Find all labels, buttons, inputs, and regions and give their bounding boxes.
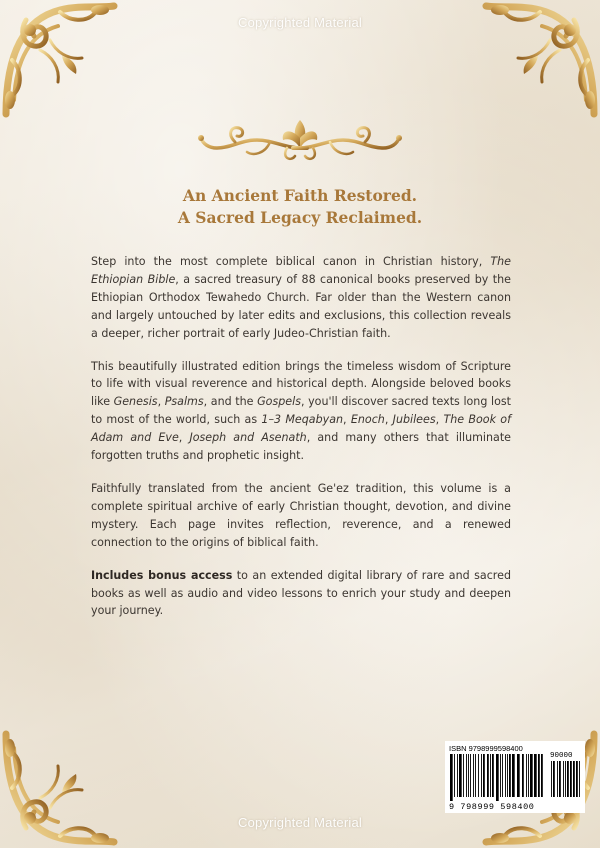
barcode-bar: [559, 761, 561, 797]
barcode-bar: [466, 754, 467, 797]
paragraph-edition-run: ,: [343, 413, 351, 427]
barcode-bar: [492, 754, 494, 797]
barcode-bar: [563, 761, 564, 797]
paragraph-edition-run: The Book of Adam and Eve: [91, 413, 511, 445]
barcode-bar: [538, 754, 540, 797]
center-flourish: [195, 118, 405, 164]
paragraph-bonus: [91, 567, 511, 621]
corner-ornament-top-right: [480, 0, 600, 120]
barcode-bar: [468, 754, 469, 797]
ean13-bars: [450, 754, 545, 801]
heading-line-1: An Ancient Faith Restored.: [182, 186, 418, 205]
barcode-bar: [473, 754, 474, 797]
ean5-bars: [551, 761, 581, 801]
ornament-scroll-icon: [0, 0, 120, 120]
barcode-bar: [541, 754, 543, 797]
barcode-bar: [483, 754, 485, 797]
paragraph-edition-run: ,: [435, 413, 444, 427]
barcode-bar: [573, 761, 575, 797]
paragraph-edition-run: Genesis: [113, 395, 158, 409]
barcode-bar: [579, 761, 580, 797]
paragraph-edition-run: , and the: [203, 395, 258, 409]
paragraph-edition-run: Gospels: [257, 395, 301, 409]
barcode-bar: [517, 754, 520, 797]
watermark-top: Copyrighted Material: [238, 15, 362, 30]
paragraph-edition-run: ,: [157, 395, 165, 409]
barcode-bar: [475, 754, 476, 797]
barcode-bar: [454, 754, 455, 797]
barcode-bar: [534, 754, 537, 797]
cover-heading: [0, 185, 600, 229]
heading-line-2: A Sacred Legacy Reclaimed.: [177, 208, 423, 227]
paragraph-intro: [91, 253, 511, 343]
barcode-bar: [551, 761, 552, 797]
barcode-bar: [507, 754, 508, 797]
ornament-scroll-icon: [480, 0, 600, 120]
corner-ornament-top-left: [0, 0, 120, 120]
price-code: 90000: [550, 752, 573, 760]
paragraph-intro-run: The Ethiopian Bible: [91, 255, 511, 286]
paragraph-intro-run: Step into the most complete biblical canon in Christian history,: [91, 255, 491, 268]
paragraph-translation: [91, 480, 511, 552]
watermark-bottom: Copyrighted Material: [238, 815, 362, 830]
paragraph-bonus-run: Includes bonus access: [91, 568, 233, 582]
barcode-bar: [505, 754, 506, 797]
barcode-bar: [490, 754, 491, 797]
isbn-digits: 9 798999 598400: [449, 802, 535, 812]
barcode-bar: [487, 754, 489, 797]
barcode-bar: [470, 754, 471, 797]
isbn-label: ISBN 9798999598400: [449, 744, 523, 753]
barcode-bar: [500, 754, 501, 797]
paragraph-edition-run: Joseph and Asenath: [189, 431, 307, 445]
barcode-bar: [459, 754, 462, 797]
paragraph-intro-run: , a sacred treasury of 88 canonical books preserved by the Ethiopian Orthodox Tewahedo Church. Far older than the Western canon and largely untouched by later edits and exclusions, this collection reveals a deeper, richer portrait of early Judeo-Christian faith.: [91, 272, 511, 340]
paragraph-edition-run: Enoch: [350, 413, 385, 427]
description-body: [91, 253, 511, 635]
paragraph-edition-run: Jubilees: [392, 413, 436, 427]
barcode-bar: [570, 761, 572, 797]
barcode-bar: [567, 761, 569, 797]
isbn-barcode: [445, 741, 585, 813]
paragraph-edition-run: 1–3 Meqabyan: [261, 413, 344, 427]
paragraph-edition-run: , and many others that illuminate forgotten truths and prophetic insight.: [91, 431, 511, 463]
paragraph-edition-run: ,: [384, 413, 393, 427]
barcode-bar: [450, 754, 453, 801]
paragraph-translation-run: Faithfully translated from the ancient Ge'ez tradition, this volume is a complete spiritual archive of early Christian thought, devotion, and divine mystery. Each page invites reflection, reverence, and a renewed connection to the origins of biblical faith.: [91, 481, 511, 549]
barcode-bar: [565, 761, 566, 797]
corner-ornament-bottom-left: [0, 728, 120, 848]
ornament-scroll-icon: [0, 728, 120, 848]
barcode-bar: [522, 754, 524, 797]
barcode-bar: [576, 761, 578, 797]
barcode-bar: [481, 754, 482, 797]
barcode-bar: [509, 754, 511, 797]
fleur-de-lis-flourish-icon: [195, 118, 405, 164]
barcode-bar: [502, 754, 503, 797]
barcode-bar: [512, 754, 515, 797]
addon-bars-icon: [551, 761, 581, 801]
barcode-bar: [553, 761, 555, 797]
barcode-bar: [463, 754, 464, 797]
barcode-bar: [457, 754, 458, 797]
barcode-bar: [557, 761, 558, 797]
paragraph-bonus-run: to an extended digital library of rare and sacred books as well as audio and video lessons to enrich your study and deepen your journey.: [91, 568, 511, 618]
barcode-bar: [478, 754, 479, 797]
paragraph-edition-run: This beautifully illustrated edition brings the timeless wisdom of Scripture to life with visual reverence and historical depth. Alongside beloved books like: [91, 359, 511, 409]
barcode-bar: [528, 754, 529, 797]
barcode-bars-icon: [450, 754, 545, 801]
paragraph-edition-run: ,: [178, 431, 190, 445]
barcode-bar: [496, 754, 499, 801]
barcode-bar: [526, 754, 527, 797]
paragraph-edition: [91, 358, 511, 465]
paragraph-edition-run: , you'll discover sacred texts long lost to most of the world, such as: [91, 395, 511, 427]
barcode-bar: [530, 754, 533, 797]
paragraph-edition-run: Psalms: [164, 395, 204, 409]
